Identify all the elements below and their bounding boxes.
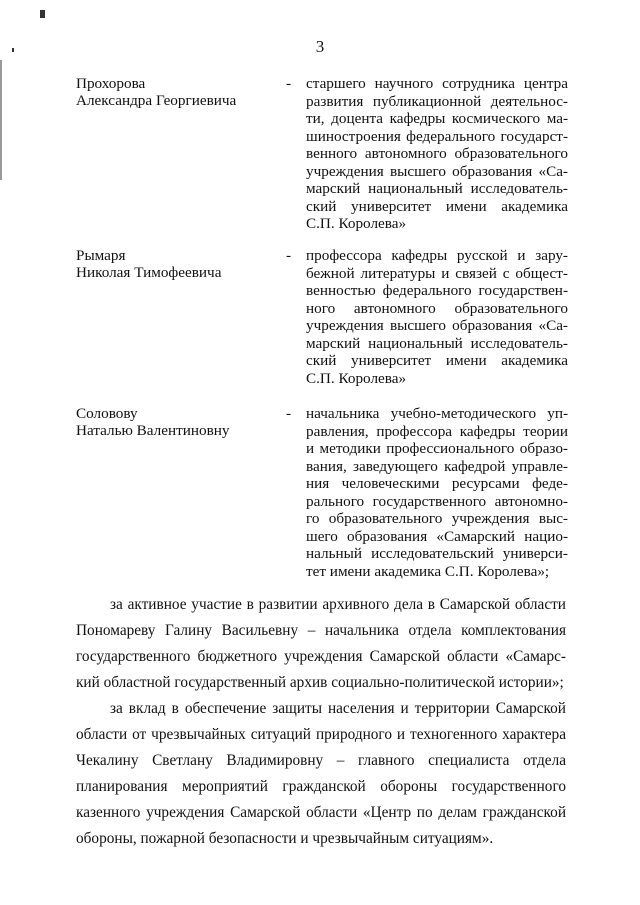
desc-line: ский университет имени академика (306, 197, 568, 215)
desc-line: учреждения высшего образования «Са- (306, 162, 568, 180)
paragraph-line: государственного бюджетного учреждения Самарской области «Самарс- (76, 648, 566, 665)
paragraph-line: области от чрезвычайных ситуаций природного и техногенного характера (76, 726, 566, 743)
entry-description (306, 247, 568, 387)
desc-line: С.П. Королева» (306, 369, 407, 387)
desc-line: ния человеческими ресурсами феде- (306, 475, 568, 492)
entry-dash: - (286, 405, 292, 422)
entry-name (76, 405, 276, 439)
desc-line: тет имени академика С.П. Королева»; (306, 562, 550, 580)
paragraph-civil-defense-award (76, 696, 566, 852)
paragraph-line: за активное участие в развитии архивного дела в Самарской области (110, 596, 566, 613)
desc-line: учреждения высшего образования «Са- (306, 317, 568, 334)
paragraph-archive-award (76, 592, 566, 696)
desc-line: бежной литературы и связей с общест- (306, 264, 568, 282)
name-line: Рымаря (76, 247, 126, 264)
desc-line: шего образования «Самарский нацио- (306, 527, 568, 545)
paragraph-line: кий областной государственный архив социально-политической истории»; (76, 674, 564, 691)
desc-line: рального государственного автономно- (306, 492, 568, 510)
entry-dash: - (286, 247, 292, 264)
desc-line: вания, заведующего кафедрой управле- (306, 457, 568, 475)
page-number: 3 (315, 37, 325, 56)
paragraph-line: казенного учреждения Самарской области «Центр по делам гражданской (76, 804, 566, 821)
desc-line: марский национальный исследователь- (306, 180, 568, 197)
name-line: Наталью Валентиновну (76, 422, 230, 439)
scan-mark (40, 10, 45, 18)
desc-line: марский национальный исследователь- (306, 334, 568, 352)
desc-line: венного автономного образовательного (306, 145, 568, 162)
desc-line: развития публикационной деятельнос- (306, 92, 568, 110)
desc-line: ти, доцента кафедры космического ма- (306, 110, 568, 127)
desc-line: нальный исследовательский универси- (306, 545, 568, 562)
desc-line: начальника учебно-методического уп- (306, 405, 568, 422)
entry-dash: - (286, 75, 292, 92)
desc-line: венностью федерального государствен- (306, 282, 568, 299)
paragraph-line: за вклад в обеспечение защиты населения и территории Самарской (110, 700, 566, 717)
scan-mark (0, 60, 2, 180)
desc-line: С.П. Королева» (306, 215, 407, 232)
entry-description (306, 75, 568, 233)
desc-line: ский университет имени академика (306, 352, 568, 369)
desc-line: шиностроения федерального государст- (306, 127, 568, 145)
name-line: Николая Тимофеевича (76, 264, 222, 281)
desc-line: старшего научного сотрудника центра (306, 75, 568, 92)
entry-description (306, 405, 568, 580)
name-line: Прохорова (76, 75, 146, 92)
desc-line: ного автономного образовательного (306, 299, 568, 317)
name-line: Соловову (76, 405, 138, 422)
entry-name (76, 75, 276, 109)
desc-line: профессора кафедры русской и зару- (306, 247, 568, 264)
paragraph-line: обороны, пожарной безопасности и чрезвычайным ситуациям». (76, 830, 494, 847)
desc-line: равления, профессора кафедры теории (306, 422, 568, 440)
entry-name (76, 247, 276, 281)
paragraph-line: Чекалину Светлану Владимировну – главного специалиста отдела (76, 752, 566, 769)
paragraph-line: Пономареву Галину Васильевну – начальника отдела комплектования (76, 622, 566, 639)
name-line: Александра Георгиевича (76, 92, 237, 109)
paragraph-line: планирования мероприятий гражданской обороны государственного (76, 778, 566, 795)
desc-line: го образовательного учреждения выс- (306, 510, 568, 527)
desc-line: и методики профессионального образо- (306, 440, 568, 457)
